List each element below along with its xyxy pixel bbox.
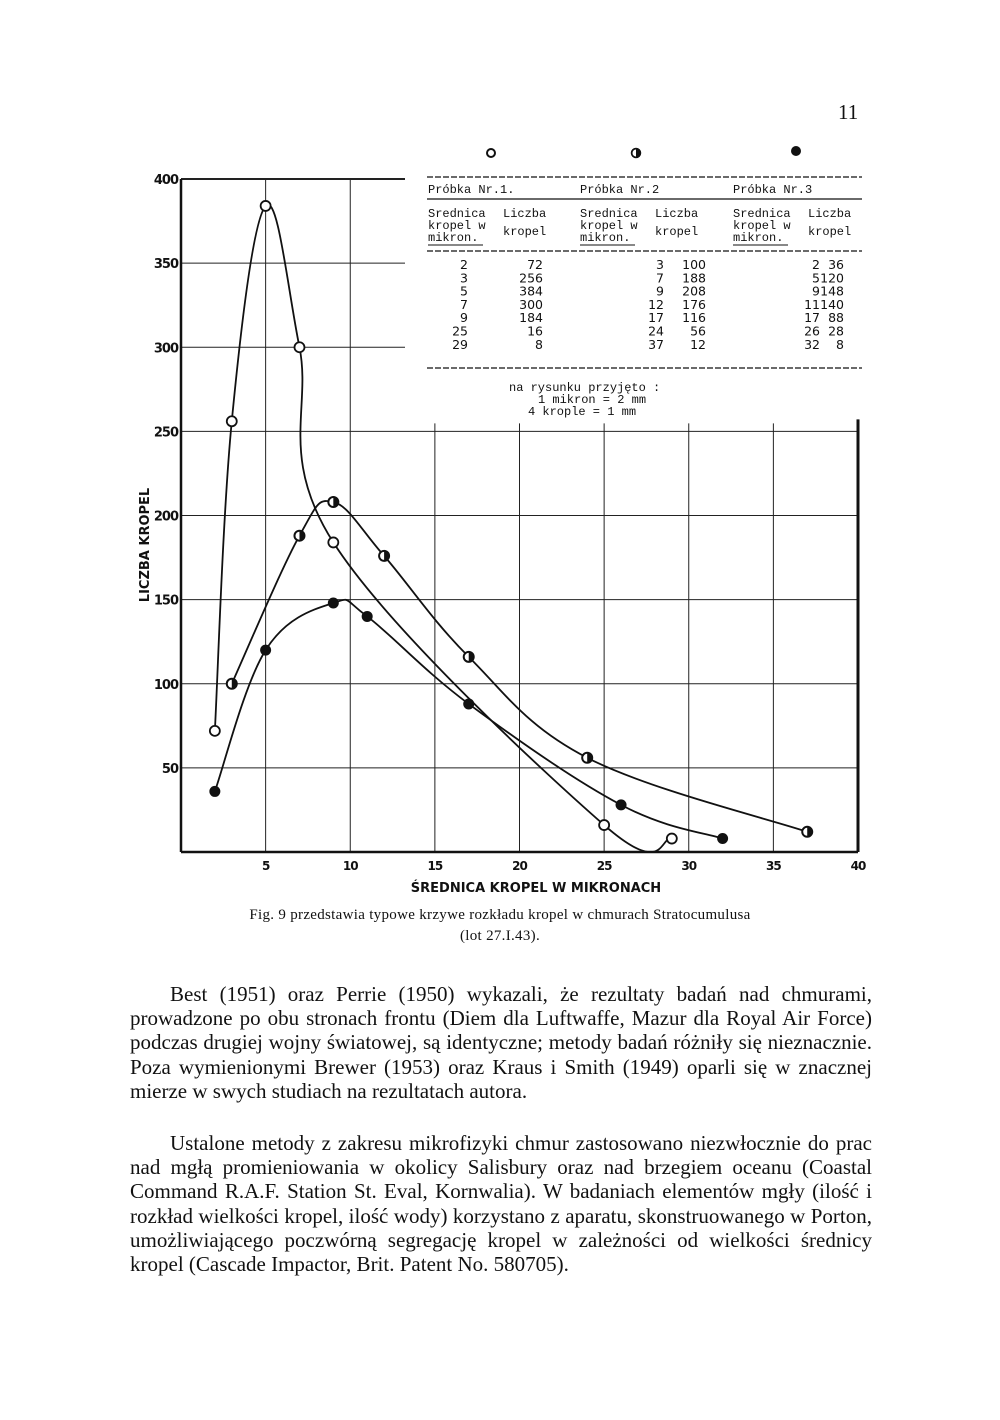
- x-axis-label: ŚREDNICA KROPEL W MIKRONACH: [410, 881, 662, 896]
- data-point-open-circle: [227, 416, 237, 426]
- caption-line-1: Fig. 9 przedstawia typowe krzywe rozkładu kropel w chmurach Stratocumulusa: [249, 907, 751, 923]
- table-subheader-diameter: Srednica: [733, 207, 791, 221]
- table-subheader-diameter: kropel w: [580, 219, 638, 233]
- y-tick-label: 300: [153, 341, 178, 357]
- table-subheader-count: Liczba: [503, 207, 547, 221]
- table-subheader-diameter: kropel w: [428, 219, 486, 233]
- table-cell: 12: [690, 336, 706, 352]
- table-cell: 9: [812, 283, 820, 299]
- data-point-filled-circle: [362, 611, 373, 622]
- table-cell: 3: [656, 257, 664, 272]
- data-point-half-circle: [379, 550, 390, 561]
- table-cell: 72: [527, 257, 543, 272]
- table-subheader-count: kropel: [503, 225, 547, 239]
- table-subheader-diameter: kropel w: [733, 219, 791, 233]
- data-point-half-circle: [328, 497, 339, 508]
- paragraph-text: Ustalone metody z zakresu mikrofizyki chmur zastosowano niezwłocznie do prac nad mgłą promieniowania w okolicy Salisbury oraz nad brzegiem oceanu (Coastal Command R.A.F. Station St. Eval, Kornwalia). W badaniach elementów mgły (ilość i rozkład wielkości kropel, ilość wody) korzystano z aparatu, skonstruowanego w Porton, umożliwiającego poczwórną segregację kropel w zależności od wielkości średnicy kropel (Cascade Impactor, Brit. Patent No. 580705).: [130, 1131, 872, 1277]
- table-subheader-diameter: mikron.: [733, 231, 784, 245]
- data-point-open-circle: [667, 834, 677, 844]
- table-cell: 176: [682, 296, 706, 312]
- y-tick-label: 150: [153, 593, 178, 609]
- data-point-filled-circle: [209, 786, 220, 797]
- x-tick-label: 20: [512, 859, 527, 873]
- chart-curves: [215, 205, 807, 853]
- data-point-open-circle: [328, 537, 338, 547]
- table-cell: 24: [648, 323, 664, 339]
- table-cell: 88: [828, 310, 844, 326]
- body-paragraph-2: [130, 1131, 872, 1276]
- table-header-sample-2: Próbka Nr.2: [580, 183, 660, 197]
- figure-caption: [120, 905, 880, 947]
- chart-markers: [209, 201, 812, 844]
- data-point-open-circle: [261, 201, 271, 211]
- scale-note-line-2: 1 mikron = 2 mm: [538, 393, 647, 407]
- scale-note-line-3: 4 krople = 1 mm: [528, 405, 637, 419]
- data-point-filled-circle: [328, 597, 339, 608]
- y-tick-label: 50: [161, 761, 178, 777]
- table-subheader-diameter: mikron.: [428, 231, 479, 245]
- table-cell: 3: [460, 270, 468, 286]
- data-point-filled-circle: [463, 698, 474, 709]
- x-tick-label: 15: [427, 859, 443, 873]
- data-point-half-circle: [294, 530, 305, 541]
- table-cell: 8: [836, 336, 844, 352]
- table-cell: 25: [452, 323, 468, 339]
- table-cell: 100: [682, 257, 706, 272]
- y-tick-label: 400: [153, 173, 178, 188]
- table-cell: 9: [656, 283, 664, 299]
- filled-circle-icon: [791, 146, 801, 156]
- half-filled-circle-icon: [632, 149, 641, 158]
- table-cell: 148: [820, 283, 844, 299]
- table-cell: 36: [828, 257, 844, 272]
- data-point-open-circle: [599, 820, 609, 830]
- table-cell: 28: [828, 323, 844, 339]
- sample-table: [427, 177, 862, 419]
- table-cell: 12: [648, 296, 664, 312]
- data-point-half-circle: [582, 752, 593, 763]
- table-cell: 384: [519, 283, 543, 299]
- table-cell: 9: [460, 310, 468, 326]
- data-point-half-circle: [226, 678, 237, 689]
- table-cell: 184: [519, 310, 543, 326]
- x-tick-label: 10: [342, 859, 358, 873]
- table-cell: 2: [460, 257, 468, 272]
- paragraph-text: Best (1951) oraz Perrie (1950) wykazali, że rezultaty badań nad chmurami, prowadzone po obu stronach frontu (Diem dla Luftwaffe, Mazur dla Royal Air Force) podczas drugiej wojny światowej, są identyczne; metody badań różniły się nieznacznie. Poza wymienionymi Brewer (1953) oraz Kraus i Smith (1949) oparli się w znacznej mierze w swych studiach na rezultatach autora.: [130, 982, 872, 1103]
- table-subheader-count: Liczba: [808, 207, 852, 221]
- data-point-open-circle: [210, 726, 220, 736]
- series-line-sample-3: [215, 600, 723, 839]
- table-cell: 300: [519, 296, 543, 312]
- table-cell: 116: [682, 310, 706, 326]
- table-cell: 140: [820, 296, 844, 312]
- table-subheader-count: kropel: [808, 225, 852, 239]
- table-cell: 5: [812, 270, 820, 286]
- table-cell: 256: [519, 270, 543, 286]
- table-cell: 188: [682, 270, 706, 286]
- scale-note-line-1: na rysunku przyjęto :: [509, 381, 661, 395]
- legend-symbols: [487, 146, 801, 158]
- table-header-sample-3: Próbka Nr.3: [733, 183, 813, 197]
- table-cell: 5: [460, 283, 468, 299]
- data-point-half-circle: [802, 826, 813, 837]
- table-cell: 16: [527, 323, 543, 339]
- table-cell: 32: [804, 336, 820, 352]
- y-tick-label: 350: [153, 257, 178, 273]
- table-cell: 2: [812, 257, 820, 272]
- x-tick-label: 40: [850, 859, 866, 873]
- table-cell: 17: [648, 310, 664, 326]
- table-subheader-diameter: Srednica: [428, 207, 486, 221]
- table-header-sample-1: Próbka Nr.1.: [428, 183, 515, 197]
- table-cell: 56: [690, 323, 706, 339]
- table-cell: 7: [460, 296, 468, 312]
- data-point-filled-circle: [717, 833, 728, 844]
- table-cell: 37: [648, 336, 664, 352]
- x-tick-label: 5: [261, 859, 270, 873]
- table-cell: 120: [820, 270, 844, 286]
- y-tick-label: 250: [153, 425, 178, 441]
- page-number: 11: [838, 100, 859, 124]
- table-cell: 11: [804, 296, 820, 312]
- table-cell: 8: [535, 336, 543, 352]
- table-cell: 17: [804, 310, 820, 326]
- data-point-filled-circle: [616, 799, 627, 810]
- table-cell: 208: [682, 283, 706, 299]
- x-tick-label: 25: [596, 859, 612, 873]
- table-subheader-diameter: mikron.: [580, 231, 631, 245]
- y-tick-label: 200: [153, 509, 178, 525]
- data-point-open-circle: [294, 342, 304, 352]
- table-subheader-count: kropel: [655, 225, 699, 239]
- table-cell: 29: [452, 336, 468, 352]
- table-subheader-diameter: Srednica: [580, 207, 638, 221]
- x-tick-label: 35: [766, 859, 781, 873]
- table-subheader-count: Liczba: [655, 207, 699, 221]
- caption-line-2: (lot 27.I.43).: [459, 928, 541, 944]
- series-line-sample-1: [215, 205, 672, 853]
- table-cell: 7: [656, 270, 664, 286]
- data-point-filled-circle: [260, 645, 271, 656]
- body-paragraph-1: [130, 982, 872, 1103]
- x-tick-label: 30: [681, 859, 697, 873]
- data-point-half-circle: [463, 651, 474, 662]
- y-tick-label: 100: [153, 677, 178, 693]
- y-axis-label: LICZBA KROPEL: [138, 487, 153, 603]
- open-circle-icon: [487, 149, 495, 157]
- table-cell: 26: [804, 323, 820, 339]
